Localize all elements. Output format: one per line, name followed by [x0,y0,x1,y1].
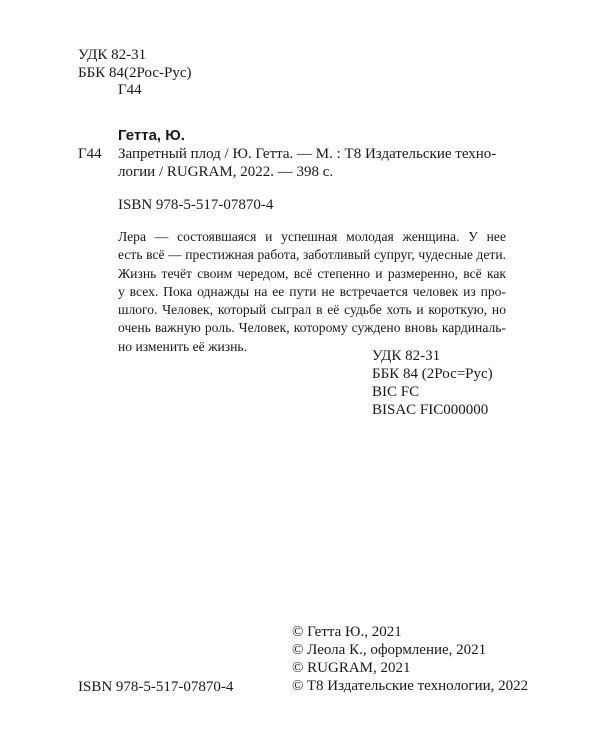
annotation-line: у всех. Пока однажды на ее пути не встречается человек из про- [118,283,506,299]
copyright-block [292,623,528,695]
bisac-code: BISAC FIC000000 [372,402,489,418]
isbn: ISBN 978-5-517-07870-4 [118,197,274,213]
author-sign-top: Г44 [118,82,142,98]
annotation [118,228,506,356]
bbk-code-top: ББК 84(2Рос-Рус) [78,65,192,81]
bibliographic-description-line-1: Запретный плод / Ю. Гетта. — М. : T8 Издательские техно- [118,146,497,162]
copyright-line: © Гетта Ю., 2021 [292,624,402,640]
udk-code-top: УДК 82-31 [78,47,147,63]
bbk-code: ББК 84 (2Рос=Рус) [372,366,493,382]
author-name: Гетта, Ю. [118,127,185,144]
annotation-line: Жизнь течёт своим чередом, всё степенно и размеренно, всё как [118,265,506,281]
copyright-line: © T8 Издательские технологии, 2022 [292,678,529,694]
copyright-line: © Леола К., оформление, 2021 [292,642,487,658]
annotation-line: есть всё — престижная работа, заботливый супруг, чудесные дети. [118,247,506,263]
copyright-line: © RUGRAM, 2021 [292,660,411,676]
isbn-footer: ISBN 978-5-517-07870-4 [78,679,234,695]
annotation-line: шлого. Человек, который сыграл в её судьбе хоть и короткую, но [118,302,506,318]
annotation-line: очень важную роль. Человек, которому суждено вновь кардиналь- [118,320,506,336]
bic-code: BIC FC [372,384,420,400]
udk-code: УДК 82-31 [372,348,441,364]
annotation-line: Лера — состоявшаяся и успешная молодая женщина. У нее [118,229,506,244]
bibliographic-description-line-2: логии / RUGRAM, 2022. — 398 с. [118,164,334,180]
annotation-line: но изменить её жизнь. [118,338,248,354]
author-sign-left: Г44 [78,146,102,162]
